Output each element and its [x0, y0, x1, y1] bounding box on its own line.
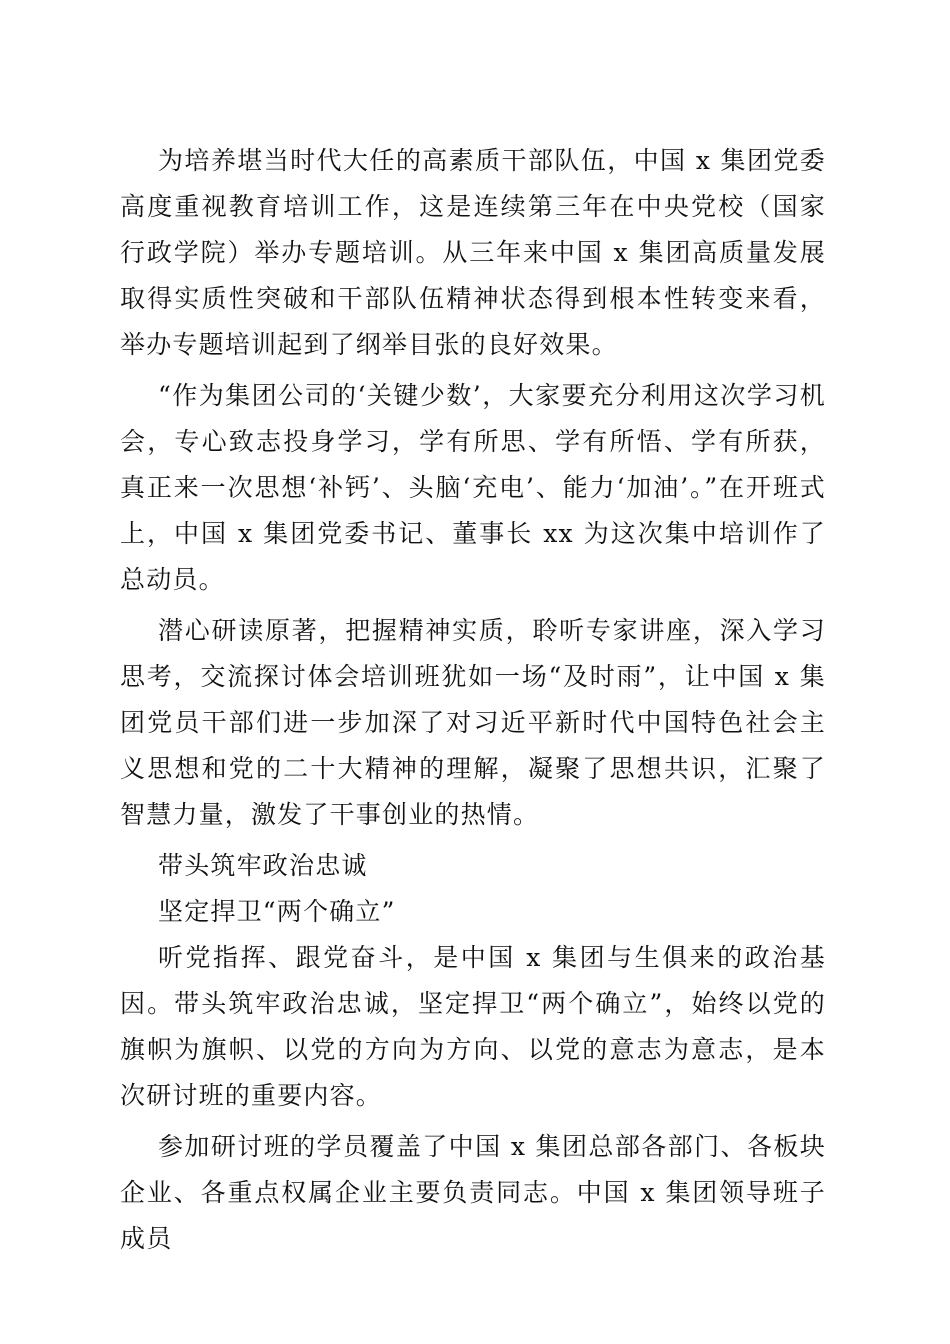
paragraph-participants: 参加研讨班的学员覆盖了中国 x 集团总部各部门、各板块企业、各重点权属企业主要负责同志。中国 x 集团领导班子成员 — [120, 1132, 826, 1253]
paragraph-study-outcomes: 潜心研读原著，把握精神实质，聆听专家讲座，深入学习思考，交流探讨体会培训班犹如一场“及时雨”，让中国 x 集团党员干部们进一步加深了对习近平新时代中国特色社会主义思想和党的二十大精神的理解，凝聚了思想共识，汇聚了智慧力量，激发了干事创业的热情。 — [120, 616, 826, 829]
section-heading-two-establishments: 坚定捍卫“两个确立” — [158, 897, 396, 926]
document-page — [120, 138, 826, 1267]
paragraph-party-leadership: 听党指挥、跟党奋斗，是中国 x 集团与生俱来的政治基因。带头筑牢政治忠诚，坚定捍卫“两个确立”，始终以党的旗帜为旗帜、以党的方向为方向、以党的意志为意志，是本次研讨班的重要内容。 — [120, 943, 826, 1110]
paragraph-opening-speech: “作为集团公司的‘关键少数’，大家要充分利用这次学习机会，专心致志投身学习，学有所思、学有所悟、学有所获，真正来一次思想‘补钙’、头脑‘充电’、能力‘加油’。”在开班式上，中国 x 集团党委书记、董事长 xx 为这次集中培训作了总动员。 — [120, 381, 826, 594]
paragraph-training-intro: 为培养堪当时代大任的高素质干部队伍，中国 x 集团党委高度重视教育培训工作，这是连续第三年在中央党校（国家行政学院）举办专题培训。从三年来中国 x 集团高质量发展取得实质性突破和干部队伍精神状态得到根本性转变来看，举办专题培训起到了纲举目张的良好效果。 — [120, 146, 826, 359]
section-heading-political-loyalty: 带头筑牢政治忠诚 — [158, 851, 368, 880]
